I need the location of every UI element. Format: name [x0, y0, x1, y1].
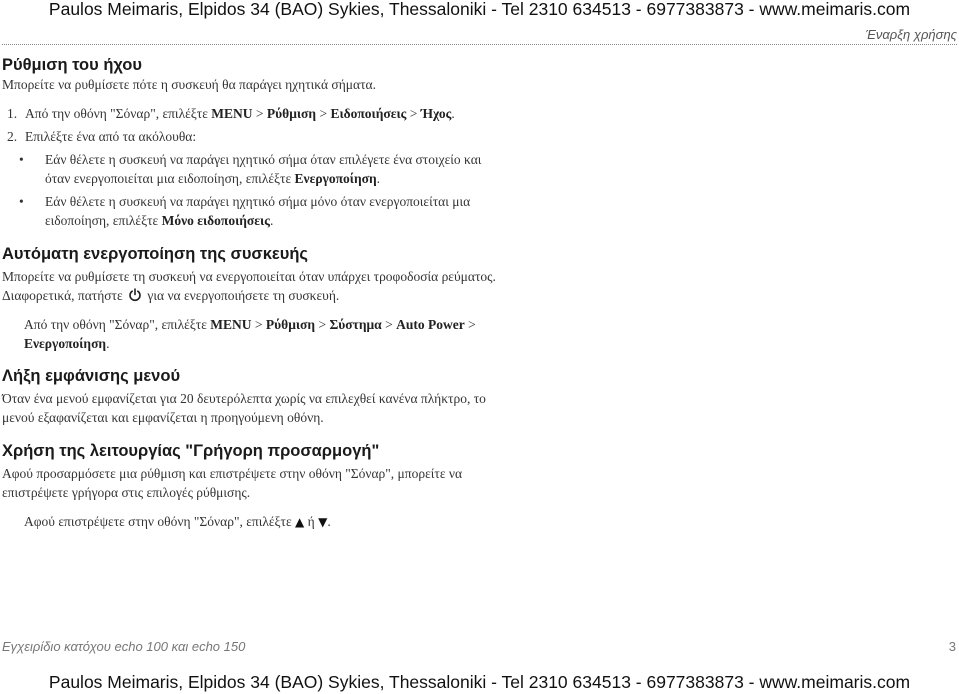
step-text: Επιλέξτε ένα από τα ακόλουθα: [25, 129, 197, 144]
menu-timeout-paragraph: Όταν ένα μενού εμφανίζεται για 20 δευτερόλεπτα χωρίς να επιλεχθεί κανένα πλήκτρο, το μενού εξαφανίζεται και εμφανίζεται η προηγούμενη οθόνη. [2, 390, 486, 425]
option-label: Μόνο ειδοποιήσεις [161, 213, 270, 228]
page-content [2, 52, 502, 532]
heading-auto-power: Αυτόματη ενεργοποίηση της συσκευής [2, 244, 309, 263]
menu-key-label: MENU [211, 105, 253, 121]
step-1 [2, 104, 502, 124]
list-item: • Εάν θέλετε η συσκευή να παράγει ηχητικό σήμα μόνο όταν ενεργοποιείται μια ειδοποίηση, επιλέξτε Μόνο ειδοποιήσεις. [2, 192, 502, 231]
footer-banner: Paulos Meimaris, Elpidos 34 (BAO) Sykies, Thessaloniki - Tel 2310 634513 - 6977383873 - www.meimaris.com [48, 672, 911, 692]
menu-path-notifications: Ειδοποιήσεις [330, 105, 407, 121]
menu-path-sound: Ήχος [420, 105, 452, 121]
up-arrow-icon: ▲ [295, 514, 305, 529]
quick-adjust-instruction: Αφού επιστρέψετε στην οθόνη "Σόναρ", επιλέξτε ▲ ή ▼. [24, 513, 331, 529]
menu-path-settings: Ρύθμιση [265, 316, 316, 332]
bullet-icon: • [19, 151, 24, 167]
step-number: 1. [7, 105, 18, 121]
down-arrow-icon: ▼ [318, 514, 328, 529]
heading-sound-settings: Ρύθμιση του ήχου [2, 56, 142, 74]
heading-menu-timeout: Λήξη εμφάνισης μενού [2, 366, 181, 385]
sound-intro: Μπορείτε να ρυθμίσετε πότε η συσκευή θα παράγει ηχητικά σήματα. [2, 77, 376, 92]
footer-manual-title: Εγχειρίδιο κατόχου echo 100 και echo 150 [2, 639, 246, 654]
step-2 [2, 127, 502, 147]
option-label: Ενεργοποίηση [294, 171, 377, 186]
menu-key-label: MENU [210, 316, 252, 332]
autopower-paragraph: Μπορείτε να ρυθμίσετε τη συσκευή να ενεργοποιείται όταν υπάρχει τροφοδοσία ρεύματος. Διαφορετικά, πατήστε για να ενεργοποιήσετε τη συσκευή. [2, 268, 496, 303]
menu-path-on: Ενεργοποίηση [24, 336, 107, 351]
bullet-icon: • [19, 193, 24, 209]
menu-path-settings: Ρύθμιση [266, 105, 317, 121]
section-label: Έναρξη χρήσης [865, 27, 957, 42]
step-text: Από την οθόνη "Σόναρ", επιλέξτε MENU > Ρύθμιση > Ειδοποιήσεις > Ήχος. [25, 105, 455, 121]
menu-path-auto-power: Auto Power [396, 316, 465, 332]
menu-path-system: Σύστημα [329, 316, 382, 332]
quick-adjust-paragraph: Αφού προσαρμόσετε μια ρύθμιση και επιστρέψετε στην οθόνη "Σόναρ", μπορείτε να επιστρέψετε γρήγορα στις επιλογές ρύθμισης. [2, 465, 463, 500]
header-divider [2, 44, 957, 45]
step-number: 2. [7, 129, 18, 144]
header-banner: Paulos Meimaris, Elpidos 34 (BAO) Sykies, Thessaloniki - Tel 2310 634513 - 6977383873 - www.meimaris.com [48, 0, 911, 19]
autopower-instruction: Από την οθόνη "Σόναρ", επιλέξτε MENU > Ρύθμιση > Σύστημα > Auto Power > Ενεργοποίηση. [24, 316, 476, 351]
list-item: • Εάν θέλετε η συσκευή να παράγει ηχητικό σήμα όταν επιλέγετε ένα στοιχείο και όταν ενεργοποιείται μια ειδοποίηση, επιλέξτε Ενεργοποίηση. [2, 150, 502, 189]
heading-quick-adjust: Χρήση της λειτουργίας "Γρήγορη προσαρμογή" [2, 441, 380, 460]
page-number: 3 [948, 639, 956, 654]
power-icon [128, 288, 142, 302]
